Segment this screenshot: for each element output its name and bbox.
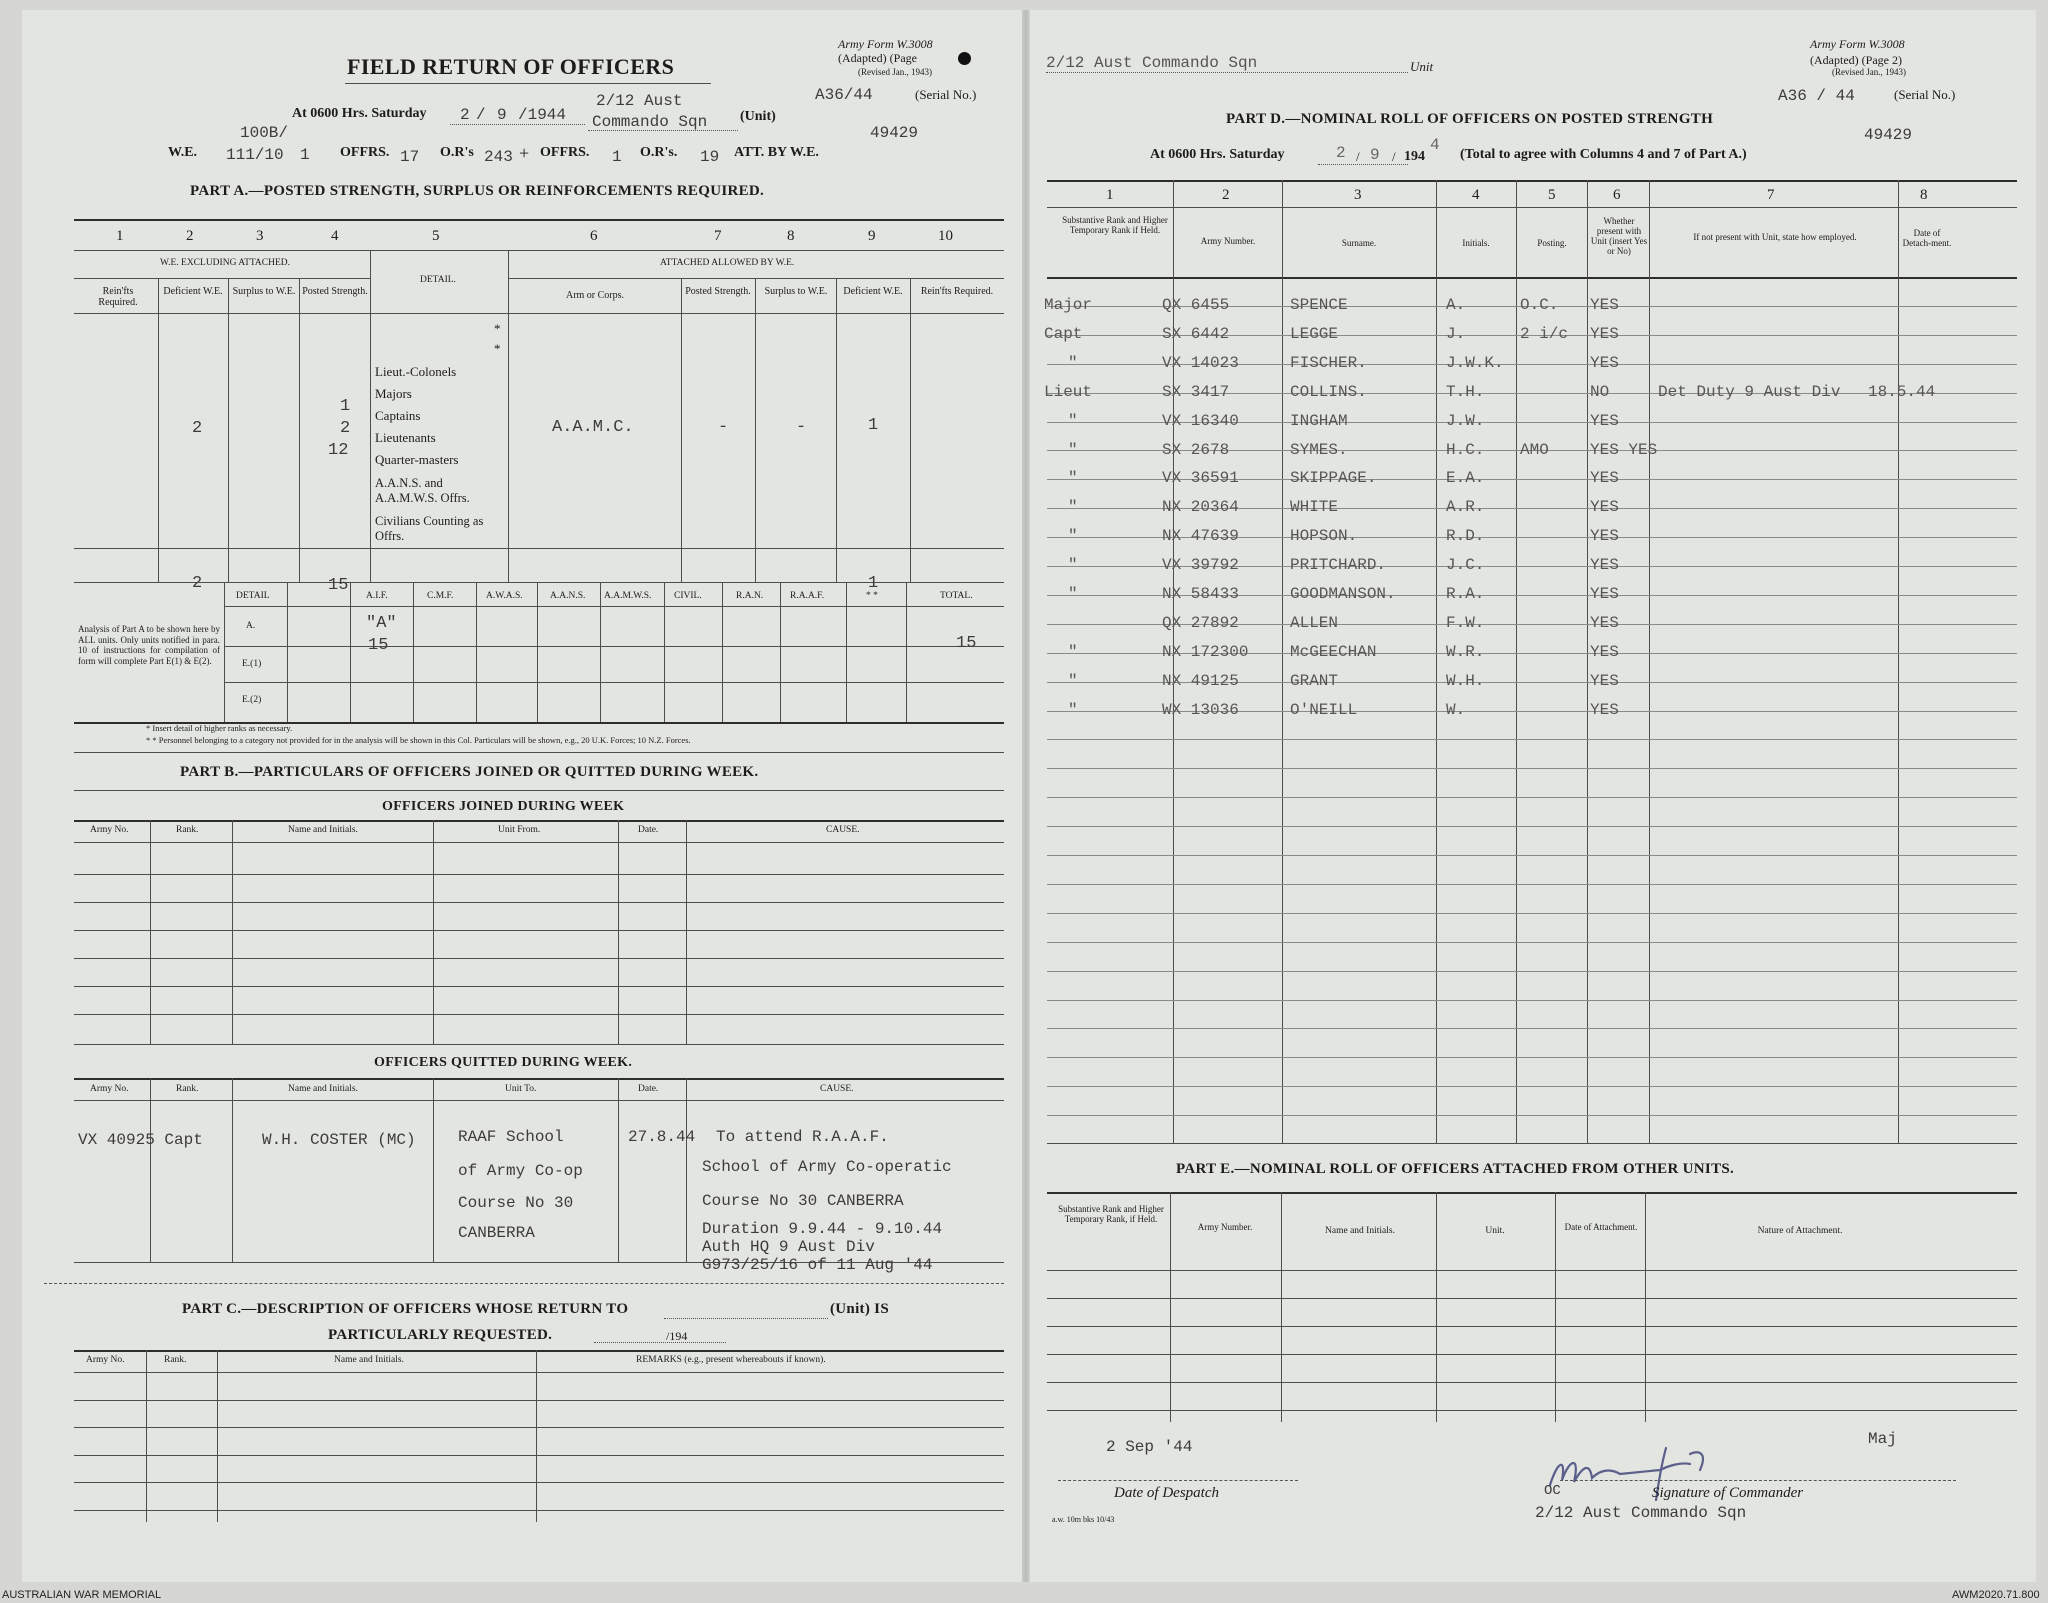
- part-c-year: /194: [666, 1329, 688, 1343]
- col-num-7: 7: [714, 228, 722, 244]
- we-label: W.E.: [168, 145, 198, 160]
- we-bottom: 111/10: [226, 146, 284, 164]
- roll-row-line: [1047, 1028, 2017, 1029]
- r-form-id-l1: Army Form W.3008: [1810, 37, 1905, 51]
- r-col-num-4: 4: [1472, 187, 1480, 203]
- roll-cell-present: YES: [1590, 700, 1619, 719]
- head-deficient: Deficient W.E.: [163, 286, 223, 297]
- tw-posted-3: 12: [328, 441, 349, 460]
- unit-label: (Unit): [740, 109, 776, 124]
- roll-cell-surname: SYMES.: [1290, 440, 1348, 459]
- quit-date: 27.8.44: [628, 1128, 696, 1146]
- roll-cell-surname: SKIPPAGE.: [1290, 469, 1377, 488]
- roll-cell-init: R.D.: [1446, 527, 1485, 546]
- quit-cause-3: Course No 30 CANBERRA: [702, 1192, 904, 1210]
- col-num-2: 2: [186, 228, 194, 244]
- col-num-10: 10: [938, 228, 953, 244]
- tw-corps: A.A.M.C.: [552, 418, 634, 437]
- head-surplus: Surplus to W.E.: [232, 286, 296, 297]
- quit-cause-5: Auth HQ 9 Aust Div: [702, 1238, 875, 1256]
- an-head-detail: DETAIL: [236, 591, 270, 601]
- roll-cell-post: 2 i/c: [1520, 324, 1569, 343]
- offrs2-label: OFFRS.: [540, 145, 590, 160]
- roll-cell-surname: McGEECHAN: [1290, 642, 1377, 661]
- roll-cell-no: VX 39792: [1162, 556, 1239, 575]
- an-head-aans: A.A.N.S.: [550, 591, 586, 601]
- roll-cell-rank: ": [1068, 700, 1078, 719]
- roll-cell-rank: ": [1068, 642, 1078, 661]
- roll-cell-present: YES: [1590, 613, 1619, 632]
- quit-cause-1: To attend R.A.A.F.: [716, 1128, 889, 1146]
- roll-cell-no: NX 49125: [1162, 671, 1239, 690]
- roll-cell-no: NX 20364: [1162, 498, 1239, 517]
- r-col-num-3: 3: [1354, 187, 1362, 203]
- quit-head-date: Date.: [638, 1084, 659, 1094]
- r-col-num-2: 2: [1222, 187, 1230, 203]
- col-num-8: 8: [787, 228, 795, 244]
- sig-oc: OC: [1544, 1483, 1561, 1499]
- ors-value: 243: [484, 148, 513, 166]
- serial-label: (Serial No.): [915, 87, 977, 102]
- roll-cell-present: YES: [1590, 527, 1619, 546]
- r-head-present: Whether present with Unit (insert Yes or No): [1590, 216, 1648, 257]
- roll-cell-present: YES: [1590, 585, 1619, 603]
- ors-label: O.R's: [440, 145, 474, 160]
- roll-cell-rank: ": [1068, 353, 1078, 372]
- col-num-3: 3: [256, 228, 264, 244]
- tw-aif-n: 15: [368, 636, 389, 655]
- part-e-title: PART E.—NOMINAL ROLL OF OFFICERS ATTACHED FROM OTHER UNITS.: [1176, 1161, 1735, 1177]
- e-head-date: Date of Attachment.: [1564, 1222, 1638, 1232]
- roll-row-line: [1047, 1086, 2017, 1087]
- sig-unit: 2/12 Aust Commando Sqn: [1535, 1504, 1747, 1522]
- an-head-cmf: C.M.F.: [427, 591, 454, 601]
- unit-line-1: 2/12 Aust: [596, 92, 683, 110]
- r-col-num-1: 1: [1106, 187, 1114, 203]
- r-date-month: 9: [1370, 146, 1380, 164]
- roll-cell-present: YES: [1590, 642, 1619, 661]
- quit-head-name: Name and Initials.: [288, 1084, 358, 1094]
- print-note: a.w. 10m bks 10/43: [1052, 1515, 1115, 1524]
- roll-cell-present: YES: [1590, 324, 1619, 343]
- roll-cell-present: YES: [1590, 353, 1619, 372]
- col-num-9: 9: [868, 228, 876, 244]
- quit-name: W.H. COSTER (MC): [262, 1131, 416, 1149]
- r-col-num-5: 5: [1548, 187, 1556, 203]
- an-head-awas: A.W.A.S.: [486, 591, 523, 601]
- ors2-label: O.R's.: [640, 145, 678, 160]
- roll-cell-date: 18.5.44: [1868, 382, 1936, 401]
- roll-row-line: [1047, 768, 2017, 769]
- e-head-unit: Unit.: [1485, 1226, 1505, 1236]
- r-date-year: 194: [1404, 149, 1425, 164]
- roll-row-line: [1047, 913, 2017, 914]
- quitted-title: OFFICERS QUITTED DURING WEEK.: [374, 1055, 633, 1070]
- tw-deficient: 2: [192, 419, 203, 438]
- joined-head-rank: Rank.: [176, 825, 199, 835]
- part-b-title: PART B.—PARTICULARS OF OFFICERS JOINED OR QUITTED DURING WEEK.: [180, 764, 759, 780]
- roll-cell-init: A.: [1446, 296, 1466, 314]
- rank-lt-col: Lieut.-Colonels: [375, 364, 457, 379]
- roll-cell-init: F.W.: [1446, 613, 1485, 632]
- c-head-army: Army No.: [86, 1355, 125, 1365]
- quit-cause-6: G973/25/16 of 11 Aug '44: [702, 1256, 933, 1274]
- roll-cell-no: SX 3417: [1162, 382, 1230, 401]
- rank-captains: Captains: [375, 408, 421, 423]
- r-at-time: At 0600 Hrs. Saturday: [1150, 147, 1285, 162]
- we-top: 100B/: [240, 124, 289, 142]
- head-posted-att: Posted Strength.: [685, 286, 751, 297]
- r-serial-label: (Serial No.): [1894, 87, 1956, 102]
- ors2-value: 19: [700, 148, 720, 166]
- quit-unit-4: CANBERRA: [458, 1224, 535, 1242]
- offrs-value: 17: [400, 148, 420, 166]
- tw-def-9: 1: [868, 416, 879, 435]
- roll-cell-surname: FISCHER.: [1290, 353, 1367, 372]
- tw-posted-2: 2: [340, 419, 351, 438]
- c-head-remarks: REMARKS (e.g., present whereabouts if known).: [636, 1355, 826, 1365]
- star-2: *: [494, 341, 501, 356]
- analysis-note: Analysis of Part A to be shown here by ALL units. Only units notified in para. 10 of instructions for compilation of form will complete Part E(1) & E(2).: [78, 624, 220, 666]
- despatch-label: Date of Despatch: [1114, 1485, 1219, 1501]
- tw-total-15: 15: [956, 634, 977, 653]
- roll-cell-init: R.A.: [1446, 585, 1485, 603]
- roll-cell-no: VX 36591: [1162, 469, 1239, 488]
- an-head-aif: A.I.F.: [366, 591, 388, 601]
- roll-cell-init: J.C.: [1446, 556, 1485, 575]
- footnote-2: * * Personnel belonging to a category not provided for in the analysis will be shown in this Col. Particulars will be shown, e.g., 20 U.K. Forces; 10 N.Z. Forces.: [146, 735, 691, 745]
- sig-maj: Maj: [1868, 1430, 1897, 1448]
- an-head-aamws: A.A.M.W.S.: [604, 591, 652, 601]
- r-head-posting: Posting.: [1537, 238, 1567, 248]
- date-year: /1944: [518, 106, 567, 124]
- an-row-e2: E.(2): [242, 695, 262, 705]
- date-month: 9: [497, 106, 507, 124]
- roll-cell-surname: GOODMANSON.: [1290, 585, 1396, 603]
- roll-cell-present: YES: [1590, 296, 1619, 314]
- an-head-ran: R.A.N.: [736, 591, 764, 601]
- quit-head-rank: Rank.: [176, 1084, 199, 1094]
- head-reinfts-att: Rein'fts Required.: [920, 286, 994, 297]
- r-head-surname: Surname.: [1341, 238, 1377, 248]
- date-day: 2: [460, 106, 470, 124]
- quit-head-unit: Unit To.: [505, 1084, 537, 1094]
- roll-cell-rank: ": [1068, 671, 1078, 690]
- roll-cell-no: WX 13036: [1162, 700, 1239, 719]
- joined-head-army: Army No.: [90, 825, 129, 835]
- col-num-6: 6: [590, 228, 598, 244]
- roll-cell-rank: Major: [1044, 296, 1093, 314]
- r-col-num-6: 6: [1613, 187, 1621, 203]
- r-head-employed: If not present with Unit, state how employed.: [1693, 232, 1857, 242]
- roll-cell-rank: Capt: [1044, 324, 1083, 343]
- punch-hole: [958, 52, 971, 65]
- roll-cell-surname: COLLINS.: [1290, 382, 1367, 401]
- an-row-e1: E.(1): [242, 659, 262, 669]
- sig-label: Signature of Commander: [1652, 1485, 1804, 1501]
- form-id-l1: Army Form W.3008: [838, 37, 933, 51]
- serial-number: 49429: [870, 124, 919, 142]
- an-head-other: * *: [866, 591, 878, 601]
- roll-cell-no: SX 6442: [1162, 324, 1230, 343]
- roll-cell-surname: HOPSON.: [1290, 527, 1358, 546]
- r-unit-label: Unit: [1410, 59, 1434, 74]
- e-head-name: Name and Initials.: [1325, 1226, 1395, 1236]
- page-fold: [1022, 10, 1030, 1582]
- r-serial: A36 / 44: [1778, 87, 1855, 105]
- roll-cell-surname: O'NEILL: [1290, 700, 1358, 719]
- r-date-day: 2: [1336, 144, 1346, 162]
- roll-cell-present: YES: [1590, 671, 1619, 690]
- quit-head-army: Army No.: [90, 1084, 129, 1094]
- roll-cell-emp: Det Duty 9 Aust Div: [1658, 382, 1841, 401]
- footnote-1: * Insert detail of higher ranks as necessary.: [146, 723, 293, 733]
- head-surplus-att: Surplus to W.E.: [764, 286, 828, 297]
- an-head-total: TOTAL.: [940, 591, 973, 601]
- roll-cell-surname: INGHAM: [1290, 411, 1348, 430]
- rank-aans: A.A.N.S. and A.A.M.W.S. Offrs.: [375, 476, 470, 505]
- form-id-l3: (Revised Jan., 1943): [858, 67, 932, 77]
- roll-cell-init: J.W.K.: [1446, 353, 1504, 372]
- roll-cell-post: AMO: [1520, 440, 1549, 459]
- r-head-rank: Substantive Rank and Higher Temporary Rank if Held.: [1062, 215, 1168, 236]
- footer-right: AWM2020.71.800: [1952, 1589, 2040, 1601]
- roll-cell-no: NX 47639: [1162, 527, 1239, 546]
- roll-row-line: [1047, 855, 2017, 856]
- roll-cell-init: J.: [1446, 324, 1466, 343]
- roll-cell-no: NX 172300: [1162, 642, 1249, 661]
- roll-row-line: [1047, 1057, 2017, 1058]
- r-unit: 2/12 Aust Commando Sqn: [1046, 54, 1258, 72]
- roll-cell-surname: SPENCE: [1290, 296, 1348, 314]
- c-head-name: Name and Initials.: [334, 1355, 404, 1365]
- roll-row-line: [1047, 826, 2017, 827]
- r-date-sep: /: [1356, 149, 1360, 164]
- head-deficient-att: Deficient W.E.: [843, 286, 903, 297]
- r-form-id-l2: (Adapted) (Page 2): [1810, 53, 1902, 67]
- quit-unit-2: of Army Co-op: [458, 1162, 583, 1180]
- rank-majors: Majors: [375, 386, 412, 401]
- roll-cell-rank: Lieut: [1044, 382, 1093, 401]
- roll-cell-surname: WHITE: [1290, 498, 1339, 517]
- part-a-title: PART A.—POSTED STRENGTH, SURPLUS OR REINFORCEMENTS REQUIRED.: [190, 183, 765, 199]
- roll-cell-no: SX 2678: [1162, 440, 1230, 459]
- at-time-label: At 0600 Hrs. Saturday: [292, 106, 427, 121]
- quit-army-rank: VX 40925 Capt: [78, 1131, 203, 1149]
- r-date-suffix: 4: [1430, 136, 1440, 154]
- serial-value: A36/44: [815, 86, 873, 104]
- joined-head-name: Name and Initials.: [288, 825, 358, 835]
- roll-cell-present: YES: [1590, 469, 1619, 488]
- roll-cell-init: W.R.: [1446, 642, 1485, 661]
- roll-cell-present: YES YES: [1590, 440, 1658, 459]
- tw-dash-8: -: [796, 418, 807, 437]
- we-excluding-label: W.E. EXCLUDING ATTACHED.: [160, 258, 291, 268]
- r-date-sep2: /: [1392, 149, 1396, 164]
- footer-left: AUSTRALIAN WAR MEMORIAL: [2, 1589, 162, 1601]
- head-posted: Posted Strength.: [302, 286, 368, 297]
- r-col-num-7: 7: [1767, 187, 1775, 203]
- roll-cell-rank: ": [1068, 469, 1078, 488]
- tw-total-deficient: 2: [192, 574, 203, 593]
- col-num-5: 5: [432, 228, 440, 244]
- offrs-label: OFFRS.: [340, 145, 390, 160]
- attached-allowed-label: ATTACHED ALLOWED BY W.E.: [660, 258, 795, 268]
- roll-cell-rank: ": [1068, 556, 1078, 575]
- date-sep: /: [476, 106, 486, 124]
- quit-unit-1: RAAF School: [458, 1128, 564, 1146]
- head-reinfts: Rein'fts Required.: [98, 286, 138, 309]
- roll-cell-rank: ": [1068, 440, 1078, 459]
- page-title: FIELD RETURN OF OFFICERS: [347, 54, 675, 79]
- e-head-nature: Nature of Attachment.: [1757, 1226, 1843, 1236]
- roll-cell-present: YES: [1590, 411, 1619, 430]
- roll-cell-rank: ": [1068, 585, 1078, 603]
- tw-total-9: 1: [868, 574, 879, 593]
- form-id-l2: (Adapted) (Page: [838, 51, 917, 65]
- roll-row-line: [1047, 739, 2017, 740]
- roll-cell-rank: ": [1068, 498, 1078, 517]
- rank-civilians: Civilians Counting as Offrs.: [375, 514, 484, 543]
- tw-aif-a: "A": [366, 614, 397, 633]
- r-head-detach: Date of Detach-ment.: [1902, 228, 1952, 249]
- part-c-unit: (Unit) IS: [830, 1301, 889, 1317]
- col-num-4: 4: [331, 228, 339, 244]
- star-1: *: [494, 321, 501, 336]
- roll-row-line: [1047, 1115, 2017, 1116]
- roll-row-line: [1047, 797, 2017, 798]
- r-head-initials: Initials.: [1462, 238, 1490, 248]
- joined-head-date: Date.: [638, 825, 659, 835]
- roll-cell-init: T.H.: [1446, 382, 1485, 401]
- roll-cell-rank: ": [1068, 411, 1078, 430]
- total-note: (Total to agree with Columns 4 and 7 of Part A.): [1460, 147, 1747, 162]
- roll-cell-init: E.A.: [1446, 469, 1485, 488]
- roll-cell-init: A.R.: [1446, 498, 1485, 517]
- an-row-a: A.: [246, 621, 256, 631]
- an-head-civil: CIVIL.: [674, 591, 702, 601]
- roll-row-line: [1047, 971, 2017, 972]
- tw-dash-7: -: [718, 418, 729, 437]
- quit-cause-4: Duration 9.9.44 - 9.10.44: [702, 1220, 943, 1238]
- r-serial-number: 49429: [1864, 126, 1913, 144]
- roll-cell-init: J.W.: [1446, 411, 1485, 430]
- roll-cell-init: W.: [1446, 700, 1466, 719]
- part-c-title: PART C.—DESCRIPTION OF OFFICERS WHOSE RETURN TO: [182, 1301, 629, 1317]
- an-head-raaf: R.A.A.F.: [790, 591, 825, 601]
- col-num-1: 1: [116, 228, 124, 244]
- att-label: ATT. BY W.E.: [734, 145, 819, 160]
- roll-cell-present: YES: [1590, 556, 1619, 575]
- c-head-rank: Rank.: [164, 1355, 187, 1365]
- plus-sign: +: [519, 143, 530, 163]
- roll-row-line: [1047, 884, 2017, 885]
- despatch-date: 2 Sep '44: [1106, 1438, 1193, 1456]
- joined-head-cause: CAUSE.: [826, 825, 860, 835]
- e-head-rank: Substantive Rank and Higher Temporary Rank, if Held.: [1058, 1204, 1164, 1225]
- tw-posted-1: 1: [340, 397, 351, 416]
- roll-cell-no: QX 27892: [1162, 613, 1239, 632]
- roll-cell-no: VX 14023: [1162, 353, 1239, 372]
- part-d-title: PART D.—NOMINAL ROLL OF OFFICERS ON POSTED STRENGTH: [1226, 111, 1714, 127]
- r-col-num-8: 8: [1920, 187, 1928, 203]
- roll-cell-rank: ": [1068, 527, 1078, 546]
- part-c-line2: PARTICULARLY REQUESTED.: [328, 1327, 553, 1343]
- roll-cell-no: NX 58433: [1162, 585, 1239, 603]
- quit-unit-3: Course No 30: [458, 1194, 574, 1212]
- rank-lieutenants: Lieutenants: [375, 430, 436, 445]
- left-page: [22, 10, 1022, 1582]
- roll-cell-surname: ALLEN: [1290, 613, 1339, 632]
- e-head-armyno: Army Number.: [1197, 1222, 1253, 1232]
- roll-cell-no: VX 16340: [1162, 411, 1239, 430]
- roll-cell-init: W.H.: [1446, 671, 1485, 690]
- roll-cell-post: O.C.: [1520, 296, 1559, 314]
- detail-label: DETAIL.: [420, 275, 456, 285]
- roll-cell-surname: LEGGE: [1290, 324, 1339, 343]
- roll-row-line: [1047, 942, 2017, 943]
- offrs2-value: 1: [612, 148, 622, 166]
- rank-qm: Quarter-masters: [375, 452, 459, 467]
- quit-cause-2: School of Army Co-operatic: [702, 1158, 952, 1176]
- roll-cell-surname: PRITCHARD.: [1290, 556, 1387, 575]
- we-suffix: 1: [300, 146, 310, 164]
- roll-cell-present: YES: [1590, 498, 1619, 517]
- roll-cell-init: H.C.: [1446, 440, 1485, 459]
- roll-row-line: [1047, 1000, 2017, 1001]
- roll-cell-present: NO: [1590, 382, 1610, 401]
- r-head-armyno: Army Number.: [1200, 236, 1256, 246]
- head-arm-corps: Arm or Corps.: [565, 290, 625, 301]
- tw-total-posted: 15: [328, 576, 349, 595]
- joined-title: OFFICERS JOINED DURING WEEK: [382, 799, 625, 814]
- unit-line-2: Commando Sqn: [592, 113, 708, 131]
- joined-head-unit: Unit From.: [498, 825, 541, 835]
- roll-cell-surname: GRANT: [1290, 671, 1339, 690]
- roll-cell-no: QX 6455: [1162, 296, 1230, 314]
- quit-head-cause: CAUSE.: [820, 1084, 854, 1094]
- r-form-id-l3: (Revised Jan., 1943): [1832, 67, 1906, 77]
